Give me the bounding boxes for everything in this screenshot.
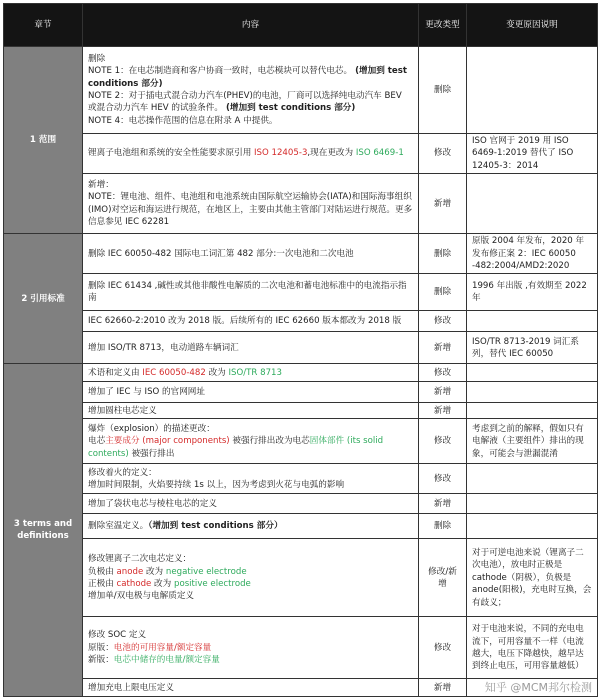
content-cell	[83, 617, 419, 679]
content-line	[88, 65, 413, 90]
content-segment: 增加单/双电极与电解质定义	[88, 591, 195, 602]
content-segment: 增加 ISO/TR 8713，电动道路车辆词汇	[88, 342, 239, 353]
reason-cell	[467, 403, 598, 419]
content-segment: NOTE 4：电芯操作范围的信息在附录 A 中提供。	[88, 115, 278, 126]
reason-cell	[467, 234, 598, 274]
content-cell	[83, 47, 419, 134]
content-line	[88, 654, 413, 666]
table-row	[4, 311, 598, 332]
reason-cell	[467, 382, 598, 403]
content-segment: cathode	[116, 578, 152, 589]
content-line	[88, 479, 413, 491]
content-segment: NOTE 1：在电芯制造商和客户协商一致时，电芯模块可以替代电芯。	[88, 66, 353, 77]
content-segment: negative electrode	[165, 566, 247, 577]
reason-cell	[467, 332, 598, 364]
reason-cell	[467, 364, 598, 382]
table-row	[4, 464, 598, 494]
content-segment: 增加时间限制，火焰要持续 1s 以上，因为考虑到火花与电弧的影响	[88, 479, 345, 490]
content-segment: NOTE 2：对于插电式混合动力汽车(PHEV)的电池，厂商可以选择纯电动汽车 BEV 或混合动力汽车 HEV 的试验条件。	[88, 91, 402, 114]
content-segment: 修改着火的定义：	[88, 467, 157, 478]
change-type-cell: 新增	[419, 679, 467, 697]
content-line	[88, 578, 413, 590]
change-type-cell: 删除	[419, 234, 467, 274]
reason-cell	[467, 274, 598, 311]
content-segment: 增加了袋状电芯与棱柱电芯的定义	[88, 498, 217, 509]
content-cell	[83, 174, 419, 234]
content-segment: 固体部件 (its solid contents)	[88, 436, 384, 459]
content-segment: 新版：	[88, 655, 114, 666]
content-line	[88, 115, 413, 127]
header-row	[4, 4, 598, 47]
change-type-cell: 修改	[419, 311, 467, 332]
table-row	[4, 47, 598, 134]
change-type-cell: 新增	[419, 494, 467, 514]
reason-cell	[467, 134, 598, 174]
change-type-cell: 删除	[419, 47, 467, 134]
content-line	[88, 367, 413, 379]
reason-cell	[467, 514, 598, 539]
content-line	[88, 435, 413, 460]
content-segment: IEC 62660-2:2010 改为 2018 版。后续所有的 IEC 62660 版本都改为 2018 版	[88, 316, 402, 327]
change-type-cell: 新增	[419, 382, 467, 403]
content-segment: ISO 6469-1	[355, 148, 404, 159]
content-segment: 新增：	[88, 179, 114, 190]
content-segment: 增加充电上限电压定义	[88, 682, 174, 693]
content-segment: 修改锂离子二次电芯定义：	[88, 554, 192, 565]
reason-cell	[467, 419, 598, 464]
reason-text: 对于电池来说，不同的充电电流下，可用容量不一样（电流越大，电压下降越快，越早达到终止电压，可用容量越低）	[472, 624, 584, 672]
content-segment: 增加圆柱电芯定义	[88, 405, 157, 416]
content-segment: 被强行排出改为电芯	[229, 436, 310, 447]
reason-cell	[467, 494, 598, 514]
change-type-cell: 修改	[419, 419, 467, 464]
reason-cell	[467, 464, 598, 494]
reason-text: ISO 官网于 2019 用 ISO 6469-1:2019 替代了 ISO 12405-3：2014	[472, 136, 574, 171]
content-cell	[83, 134, 419, 174]
content-segment: NOTE：锂电池、组件、电池组和电池系统由国际航空运输协会(IATA)和国际海事组织(IMO)对空运和海运进行规范，在地区上，主要由其他主管部门对陆运进行规范。更多信息参见 IEC 62281	[88, 192, 413, 228]
content-line	[88, 386, 413, 398]
header-reason: 变更原因说明	[467, 4, 598, 47]
reason-cell	[467, 174, 598, 234]
content-line	[88, 682, 413, 694]
content-segment: 术语和定义由	[88, 367, 143, 378]
reason-text: 对于可逆电池来说（锂离子二次电池），放电时正极是 cathode（阴极），负极是 anode(阳极)，充电时互换，会有歧义；	[472, 547, 592, 608]
content-cell	[83, 234, 419, 274]
table-row	[4, 419, 598, 464]
change-type-cell: 删除	[419, 274, 467, 311]
content-line	[88, 642, 413, 654]
reason-cell	[467, 617, 598, 679]
content-segment: 改为	[205, 367, 229, 378]
change-type-cell: 修改/新增	[419, 539, 467, 617]
content-segment: 被强行排出	[128, 448, 175, 459]
table-row	[4, 539, 598, 617]
content-segment: (增加到 test conditions 部分)	[222, 103, 356, 114]
table-row	[4, 514, 598, 539]
reason-text: 1996 年出版 ,有效期至 2022 年	[472, 281, 587, 304]
reason-text: 原版 2004 年发布，2020 年发布修正案 2：IEC 60050 -482:2004/AMD2:2020	[472, 236, 585, 272]
content-segment: 正极由	[88, 578, 117, 589]
reason-text: ISO/TR 8713-2019 词汇系列，替代 IEC 60050	[472, 336, 579, 359]
revision-table	[3, 3, 598, 697]
content-segment: 改为	[143, 566, 166, 577]
content-segment: 电池的可用容量/额定容量	[113, 642, 212, 653]
content-line	[88, 405, 413, 417]
content-segment: ISO/TR 8713	[228, 367, 282, 378]
content-segment: 电芯	[88, 436, 106, 447]
change-type-cell: 删除	[419, 514, 467, 539]
content-segment: 删除	[88, 53, 106, 64]
content-line	[88, 315, 413, 327]
content-segment: 删除 IEC 61434 ,碱性或其他非酸性电解质的二次电池和蓄电池标准中的电流指示指南	[88, 281, 407, 304]
content-segment: 修改 SOC 定义	[88, 630, 147, 641]
table-row	[4, 679, 598, 697]
table-row	[4, 234, 598, 274]
content-segment: 负极由	[88, 566, 117, 577]
content-cell	[83, 679, 419, 697]
table-body	[4, 47, 598, 697]
content-segment: positive electrode	[173, 578, 251, 589]
content-cell	[83, 494, 419, 514]
reason-cell	[467, 311, 598, 332]
change-type-cell: 修改	[419, 134, 467, 174]
change-type-cell: 修改	[419, 617, 467, 679]
content-cell	[83, 514, 419, 539]
content-cell	[83, 311, 419, 332]
content-segment: ,现在更改为	[307, 148, 356, 159]
content-line	[88, 179, 413, 191]
chapter-cell: 2 引用标准	[4, 234, 83, 364]
table-row	[4, 382, 598, 403]
content-segment: 原版：	[88, 642, 114, 653]
content-line	[88, 590, 413, 602]
content-segment: anode	[116, 566, 144, 577]
watermark: 知乎 @MCM邦尔检测	[484, 680, 592, 694]
header-chapter: 章节	[4, 4, 83, 47]
reason-text: 考虑到之前的解释，假如只有电解液（主要组件）排出的现象，可能会与泄漏混淆	[472, 423, 584, 459]
content-cell	[83, 332, 419, 364]
content-segment: 主要成分 (major components)	[105, 436, 230, 447]
content-cell	[83, 464, 419, 494]
change-type-cell: 新增	[419, 332, 467, 364]
content-segment: 删除 IEC 60050-482 国际电工词汇第 482 部分:一次电池和二次电池	[88, 248, 354, 259]
content-line	[88, 342, 413, 354]
change-type-cell: 新增	[419, 403, 467, 419]
content-cell	[83, 419, 419, 464]
content-segment: (增加到 test conditions 部分)	[88, 66, 407, 89]
content-segment: 增加了 IEC 与 ISO 的官网网址	[88, 387, 205, 398]
content-line	[88, 423, 413, 435]
content-segment: 电芯中储存的电量/额定容量	[113, 655, 220, 666]
reason-cell	[467, 679, 598, 697]
table-row	[4, 134, 598, 174]
change-type-cell: 修改	[419, 364, 467, 382]
content-line	[88, 629, 413, 641]
change-type-cell: 新增	[419, 174, 467, 234]
content-segment: 爆炸（explosion）的描述更改：	[88, 423, 215, 434]
chapter-cell: 3 terms and definitions	[4, 364, 83, 697]
content-cell	[83, 382, 419, 403]
table-row	[4, 364, 598, 382]
change-type-cell: 修改	[419, 464, 467, 494]
content-line	[88, 248, 413, 260]
content-cell	[83, 403, 419, 419]
reason-cell	[467, 47, 598, 134]
content-cell	[83, 364, 419, 382]
content-line	[88, 280, 413, 305]
content-cell	[83, 274, 419, 311]
header-change-type: 更改类型	[419, 4, 467, 47]
content-line	[88, 191, 413, 228]
content-segment: 删除室温定义。	[88, 521, 149, 532]
reason-cell	[467, 539, 598, 617]
table-row	[4, 403, 598, 419]
table-row	[4, 617, 598, 679]
table-row	[4, 494, 598, 514]
content-segment: （增加到 test conditions 部分）	[148, 521, 283, 532]
content-segment: 锂离子电池组和系统的安全性能要求原引用	[88, 148, 255, 159]
table-row	[4, 174, 598, 234]
content-line	[88, 553, 413, 565]
content-line	[88, 498, 413, 510]
content-line	[88, 147, 413, 159]
header-content: 内容	[83, 4, 419, 47]
content-segment: ISO 12405-3	[254, 148, 308, 159]
table-row	[4, 274, 598, 311]
content-segment: 改为	[151, 578, 174, 589]
content-line	[88, 467, 413, 479]
table-row	[4, 332, 598, 364]
content-segment: IEC 60050-482	[142, 367, 206, 378]
chapter-cell: 1 范围	[4, 47, 83, 234]
content-line	[88, 520, 413, 532]
content-cell	[83, 539, 419, 617]
content-line	[88, 53, 413, 65]
content-line	[88, 90, 413, 115]
content-line	[88, 566, 413, 578]
